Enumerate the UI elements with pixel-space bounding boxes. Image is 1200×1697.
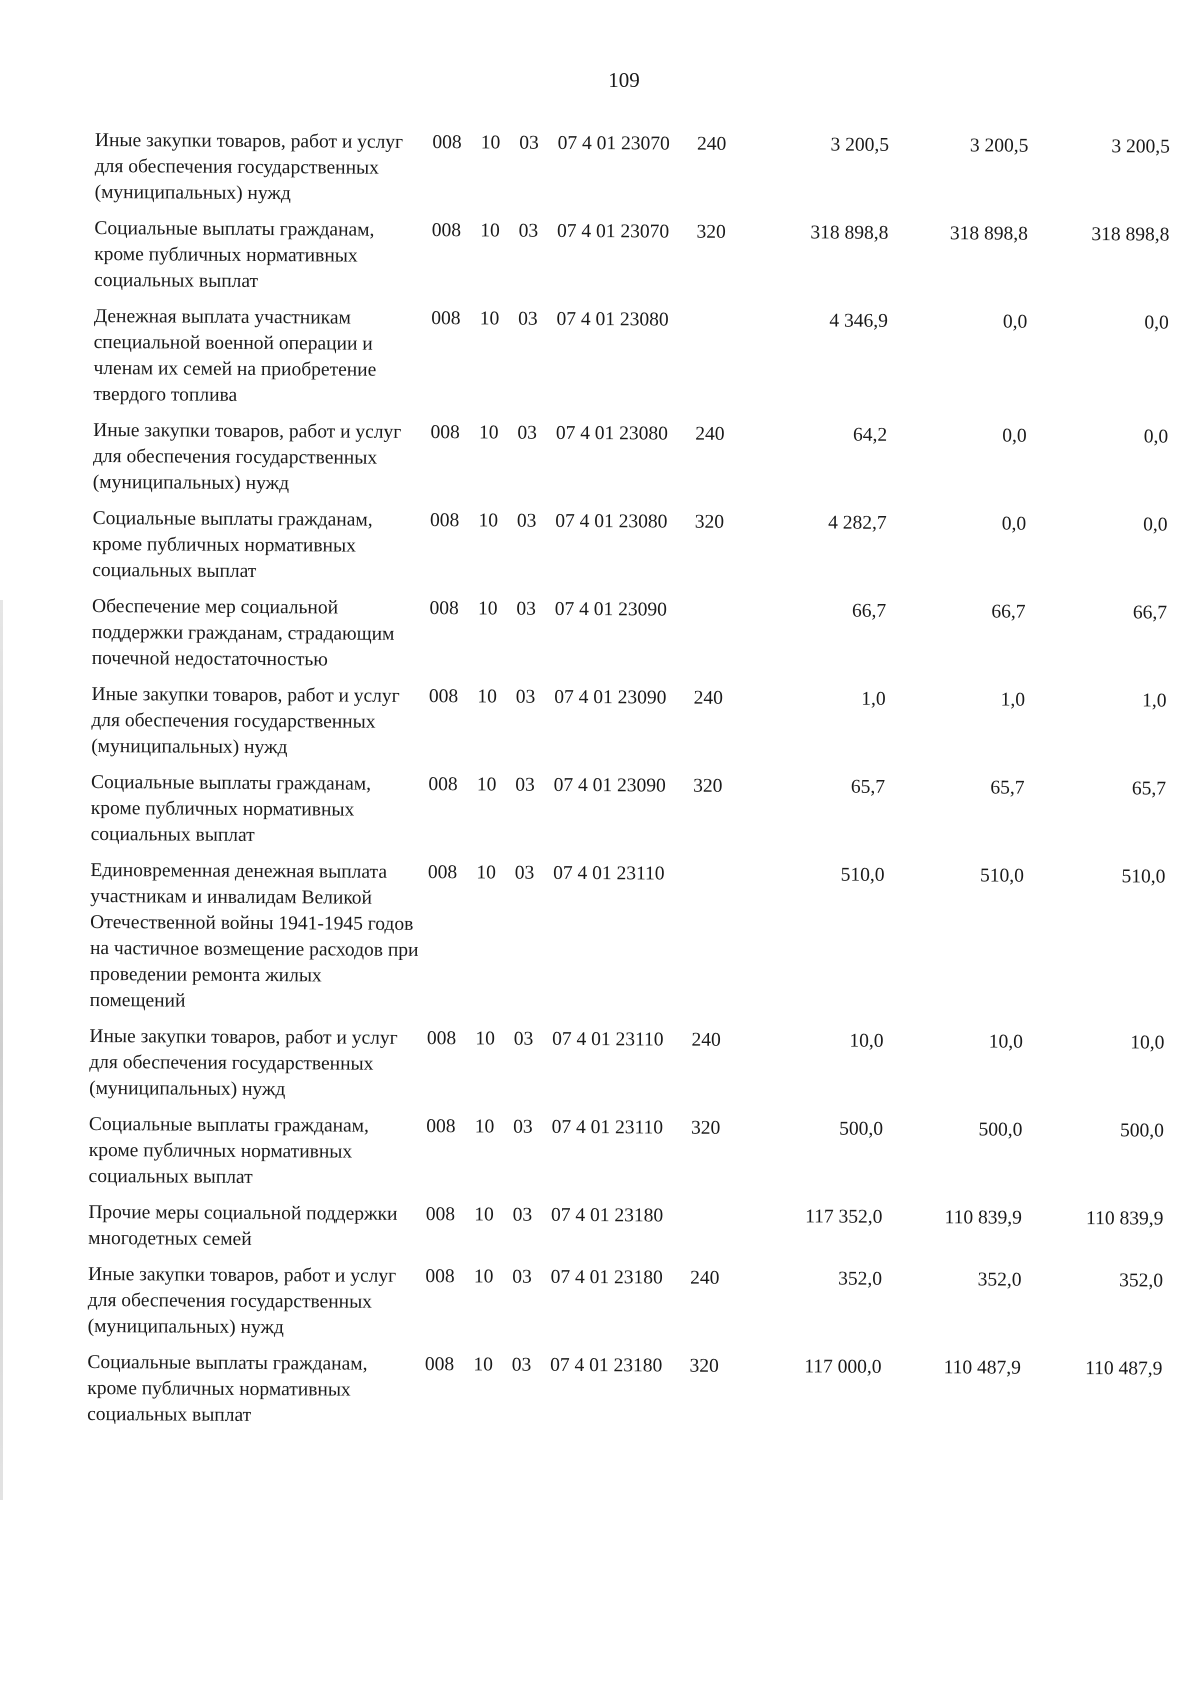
row-name: Иные закупки товаров, работ и услуг для обеспечения государственных (муниципальных) нужд bbox=[94, 129, 404, 205]
row-value-year3: 0,0 bbox=[1143, 514, 1168, 536]
row-gr-code: 008 bbox=[426, 1116, 456, 1138]
table-row bbox=[89, 1024, 1165, 1119]
row-rz-code: 10 bbox=[475, 1028, 495, 1050]
row-pr-code: 03 bbox=[513, 1028, 534, 1050]
row-value-year3: 65,7 bbox=[1131, 778, 1167, 800]
row-name: Денежная выплата участникам специальной военной операции и членам их семей на приобретение твердого топлива bbox=[93, 305, 377, 406]
row-pr-code: 03 bbox=[514, 862, 535, 884]
row-csr-code: 07 4 01 23110 bbox=[553, 862, 665, 885]
row-vr-code: 320 bbox=[689, 1355, 719, 1377]
row-vr-code: 240 bbox=[691, 1029, 721, 1051]
table-row bbox=[93, 418, 1169, 513]
row-gr-code: 008 bbox=[425, 1266, 455, 1288]
table-row bbox=[87, 1350, 1163, 1445]
row-value-year2: 352,0 bbox=[977, 1269, 1022, 1291]
row-gr-code: 008 bbox=[425, 1204, 456, 1226]
row-value-year1: 65,7 bbox=[850, 776, 886, 798]
row-rz-code: 10 bbox=[477, 598, 498, 620]
row-value-year2: 510,0 bbox=[980, 865, 1025, 887]
row-pr-code: 03 bbox=[519, 132, 539, 154]
row-name: Социальные выплаты гражданам, кроме публичных нормативных социальных выплат bbox=[92, 507, 373, 582]
row-name: Иные закупки товаров, работ и услуг для обеспечения государственных (муниципальных) нужд bbox=[91, 683, 400, 759]
row-vr-code: 240 bbox=[693, 687, 723, 709]
table-row bbox=[92, 594, 1168, 689]
row-pr-code: 03 bbox=[515, 686, 536, 708]
row-rz-code: 10 bbox=[480, 220, 500, 242]
row-rz-code: 10 bbox=[480, 132, 501, 154]
row-value-year3: 352,0 bbox=[1119, 1270, 1164, 1292]
row-value-year2: 0,0 bbox=[1002, 311, 1028, 333]
page-number: 109 bbox=[608, 68, 640, 92]
row-value-year3: 500,0 bbox=[1119, 1120, 1164, 1142]
budget-table bbox=[87, 128, 1170, 1445]
table-row bbox=[88, 1112, 1164, 1207]
row-gr-code: 008 bbox=[431, 220, 462, 242]
row-rz-code: 10 bbox=[474, 1204, 494, 1226]
table-row bbox=[88, 1200, 1163, 1269]
table-body bbox=[87, 128, 1170, 1445]
row-vr-code: 240 bbox=[695, 423, 725, 445]
row-value-year1: 117 352,0 bbox=[805, 1206, 883, 1228]
row-value-year2: 318 898,8 bbox=[949, 223, 1028, 245]
row-value-year2: 0,0 bbox=[1002, 425, 1027, 447]
row-csr-code: 07 4 01 23180 bbox=[551, 1204, 664, 1227]
row-rz-code: 10 bbox=[479, 422, 499, 444]
table-row bbox=[88, 1262, 1164, 1357]
row-pr-code: 03 bbox=[512, 1266, 532, 1288]
table-row bbox=[94, 216, 1170, 311]
row-csr-code: 07 4 01 23080 bbox=[556, 308, 669, 331]
table-row bbox=[91, 682, 1167, 777]
row-rz-code: 10 bbox=[478, 510, 499, 532]
row-value-year1: 318 898,8 bbox=[810, 222, 889, 244]
row-pr-code: 03 bbox=[518, 308, 538, 330]
row-csr-code: 07 4 01 23110 bbox=[552, 1028, 664, 1051]
row-value-year3: 3 200,5 bbox=[1111, 136, 1170, 158]
row-value-year1: 3 200,5 bbox=[830, 134, 890, 156]
row-value-year2: 10,0 bbox=[988, 1031, 1023, 1053]
row-gr-code: 008 bbox=[429, 598, 459, 620]
row-csr-code: 07 4 01 23090 bbox=[553, 774, 666, 797]
row-vr-code: 320 bbox=[693, 775, 723, 797]
row-name: Обеспечение мер социальной поддержки гражданам, страдающим почечной недостаточностью bbox=[91, 595, 395, 671]
row-csr-code: 07 4 01 23110 bbox=[551, 1116, 664, 1139]
row-pr-code: 03 bbox=[511, 1354, 532, 1376]
row-gr-code: 008 bbox=[429, 510, 460, 532]
row-value-year2: 110 839,9 bbox=[944, 1207, 1022, 1229]
row-csr-code: 07 4 01 23080 bbox=[555, 422, 669, 445]
table-row bbox=[90, 858, 1166, 1031]
row-value-year3: 66,7 bbox=[1132, 602, 1168, 624]
row-rz-code: 10 bbox=[476, 774, 497, 796]
row-name: Социальные выплаты гражданам, кроме публичных нормативных социальных выплат bbox=[90, 771, 372, 846]
row-value-year2: 500,0 bbox=[978, 1119, 1023, 1141]
row-value-year3: 10,0 bbox=[1130, 1032, 1165, 1054]
row-rz-code: 10 bbox=[473, 1354, 493, 1376]
row-value-year3: 110 839,9 bbox=[1086, 1208, 1164, 1230]
row-vr-code: 240 bbox=[696, 133, 727, 155]
row-value-year3: 1,0 bbox=[1142, 690, 1167, 712]
table-row bbox=[91, 770, 1167, 865]
row-pr-code: 03 bbox=[517, 422, 538, 444]
row-name: Прочие меры социальной поддержки многодетных семей bbox=[88, 1201, 398, 1250]
row-rz-code: 10 bbox=[473, 1266, 494, 1288]
row-pr-code: 03 bbox=[518, 220, 539, 242]
row-value-year1: 1,0 bbox=[861, 688, 886, 710]
row-value-year1: 66,7 bbox=[851, 600, 887, 622]
row-value-year1: 4 346,9 bbox=[829, 310, 888, 332]
row-csr-code: 07 4 01 23180 bbox=[550, 1266, 663, 1289]
row-csr-code: 07 4 01 23090 bbox=[554, 686, 667, 709]
row-vr-code bbox=[692, 862, 744, 1028]
row-value-year2: 66,7 bbox=[991, 601, 1026, 623]
row-pr-code: 03 bbox=[513, 1116, 533, 1138]
row-vr-code: 320 bbox=[690, 1117, 721, 1139]
row-csr-code: 07 4 01 23070 bbox=[557, 132, 670, 155]
row-value-year3: 0,0 bbox=[1144, 312, 1169, 334]
row-gr-code: 008 bbox=[432, 132, 462, 154]
row-value-year3: 510,0 bbox=[1121, 866, 1166, 888]
row-vr-code: 240 bbox=[690, 1267, 720, 1289]
row-pr-code: 03 bbox=[512, 1204, 533, 1226]
row-gr-code: 008 bbox=[430, 422, 460, 444]
row-gr-code: 008 bbox=[424, 1354, 455, 1376]
row-value-year3: 110 487,9 bbox=[1085, 1358, 1163, 1380]
row-name: Иные закупки товаров, работ и услуг для обеспечения государственных (муниципальных) нужд bbox=[92, 419, 402, 495]
row-csr-code: 07 4 01 23090 bbox=[554, 598, 667, 621]
row-name: Социальные выплаты гражданам, кроме публичных нормативных социальных выплат bbox=[94, 217, 375, 292]
row-value-year1: 10,0 bbox=[849, 1030, 884, 1052]
row-gr-code: 008 bbox=[431, 308, 461, 330]
row-value-year1: 117 000,0 bbox=[804, 1356, 882, 1378]
row-gr-code: 008 bbox=[428, 686, 459, 708]
row-value-year2: 0,0 bbox=[1001, 513, 1027, 535]
row-vr-code: 320 bbox=[696, 221, 726, 243]
row-pr-code: 03 bbox=[516, 598, 536, 620]
row-rz-code: 10 bbox=[479, 308, 500, 330]
row-gr-code: 008 bbox=[426, 1028, 457, 1050]
row-rz-code: 10 bbox=[474, 1116, 495, 1138]
row-vr-code bbox=[695, 308, 746, 422]
row-value-year3: 0,0 bbox=[1143, 426, 1169, 448]
row-value-year2: 3 200,5 bbox=[969, 135, 1029, 157]
row-value-year1: 4 282,7 bbox=[828, 512, 887, 534]
row-value-year2: 110 487,9 bbox=[943, 1357, 1022, 1379]
row-vr-code bbox=[694, 598, 745, 686]
row-value-year1: 64,2 bbox=[853, 424, 888, 446]
row-gr-code: 008 bbox=[428, 774, 458, 796]
row-rz-code: 10 bbox=[476, 862, 496, 884]
table-row bbox=[94, 128, 1170, 223]
row-name: Социальные выплаты гражданам, кроме публичных нормативных социальных выплат bbox=[88, 1113, 370, 1188]
row-value-year2: 65,7 bbox=[990, 777, 1025, 799]
table-row bbox=[92, 506, 1168, 601]
row-rz-code: 10 bbox=[477, 686, 498, 708]
row-value-year1: 500,0 bbox=[839, 1118, 884, 1140]
row-pr-code: 03 bbox=[515, 774, 535, 796]
row-csr-code: 07 4 01 23180 bbox=[550, 1354, 663, 1377]
row-value-year3: 318 898,8 bbox=[1091, 224, 1170, 246]
table-row bbox=[93, 304, 1169, 425]
row-vr-code: 320 bbox=[694, 511, 725, 533]
row-vr-code bbox=[690, 1204, 741, 1266]
row-value-year1: 510,0 bbox=[840, 864, 885, 886]
row-name: Иные закупки товаров, работ и услуг для обеспечения государственных (муниципальных) нужд bbox=[87, 1263, 397, 1339]
row-csr-code: 07 4 01 23080 bbox=[555, 510, 668, 533]
row-gr-code: 008 bbox=[427, 862, 458, 884]
row-name: Социальные выплаты гражданам, кроме публичных нормативных социальных выплат bbox=[87, 1351, 368, 1426]
row-value-year1: 352,0 bbox=[838, 1268, 883, 1290]
row-name: Иные закупки товаров, работ и услуг для обеспечения государственных (муниципальных) нужд bbox=[89, 1025, 398, 1101]
scan-edge-shadow bbox=[0, 600, 3, 1500]
row-csr-code: 07 4 01 23070 bbox=[557, 220, 670, 243]
row-value-year2: 1,0 bbox=[1000, 689, 1026, 711]
row-name: Единовременная денежная выплата участникам и инвалидам Великой Отечественной войны 1941-1945 годов на частичное возмещение расходов при проведении ремонта жилых помещений bbox=[89, 859, 419, 1012]
row-pr-code: 03 bbox=[516, 510, 537, 532]
